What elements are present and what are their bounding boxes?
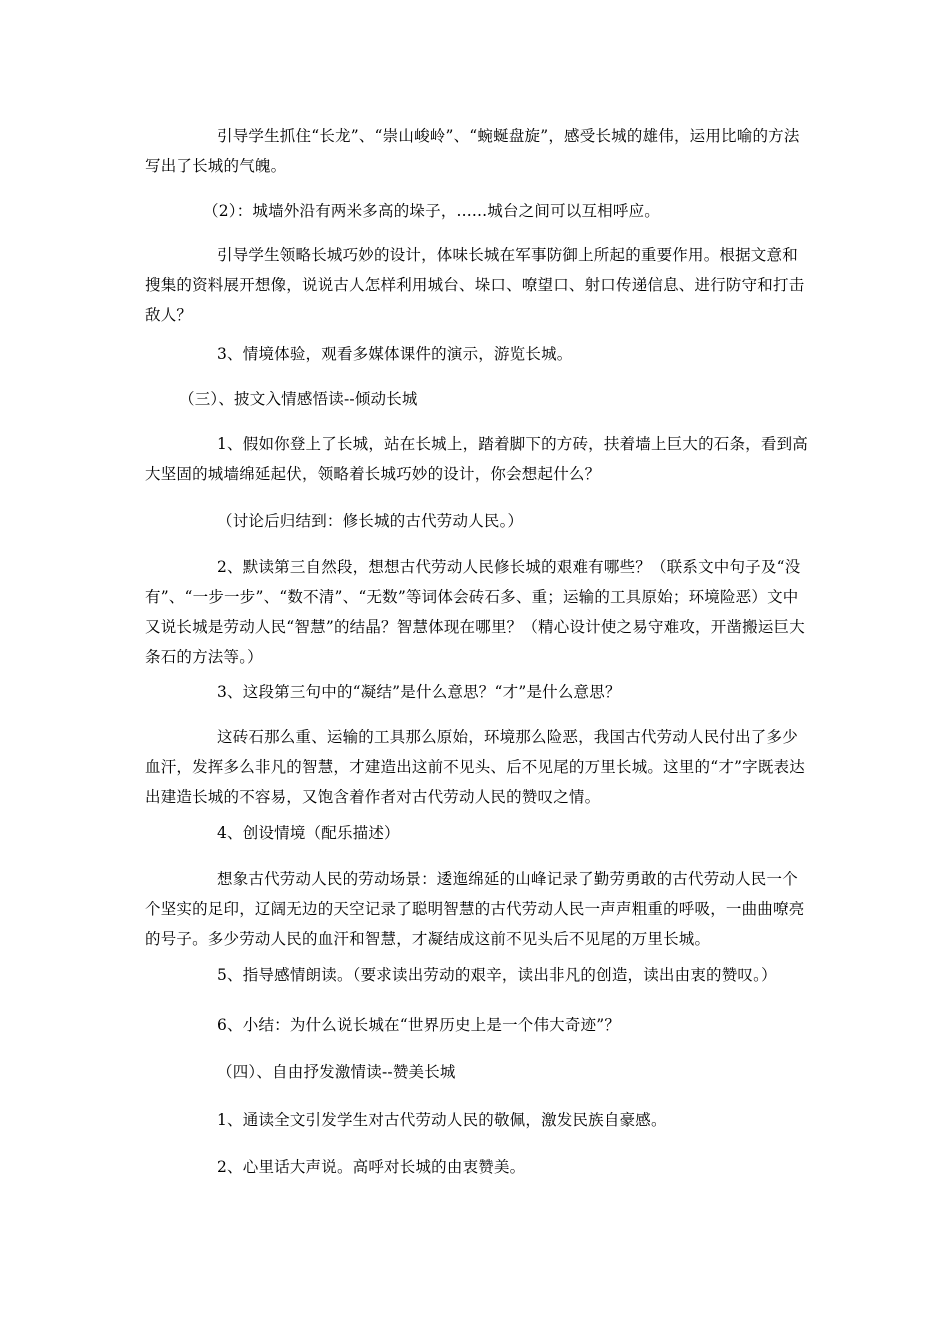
paragraph-1: 引导学生抓住“长龙”、“崇山峻岭”、“蜿蜒盘旋”，感受长城的雄伟，运用比喻的方法写出了长城的气魄。 bbox=[145, 127, 800, 175]
paragraph-9: 这砖石那么重、运输的工具那么原始，环境那么险恶，我国古代劳动人民付出了多少血汗，发挥多么非凡的智慧，才建造出这前不见头、后不见尾的万里长城。这里的“才”字既表达出建造长城的不容易，又饱含着作者对古代劳动人民的赞叹之情。 bbox=[145, 728, 805, 806]
section-heading-3: （三）、披文入情感悟读--倾动长城 bbox=[179, 390, 418, 408]
paragraph-4: 3、情境体验，观看多媒体课件的演示，游览长城。 bbox=[217, 345, 573, 363]
paragraph-12: 5、指导感情朗读。（要求读出劳动的艰辛，读出非凡的创造，读出由衷的赞叹。） bbox=[217, 966, 777, 984]
paragraph-3: 引导学生领略长城巧妙的设计，体味长城在军事防御上所起的重要作用。根据文意和搜集的资料展开想像，说说古人怎样利用城台、垛口、嘹望口、射口传递信息、进行防守和打击敌人？ bbox=[145, 246, 805, 324]
paragraph-6: （讨论后归结到：修长城的古代劳动人民。） bbox=[217, 512, 524, 530]
paragraph-11: 想象古代劳动人民的劳动场景：逶迤绵延的山峰记录了勤劳勇敢的古代劳动人民一个个坚实的足印，辽阔无边的天空记录了聪明智慧的古代劳动人民一声声粗重的呼吸，一曲曲嘹亮的号子。多少劳动人民的血汗和智慧，才凝结成这前不见头后不见尾的万里长城。 bbox=[145, 870, 805, 948]
paragraph-7: 2、默读第三自然段，想想古代劳动人民修长城的艰难有哪些？（联系文中句子及“没有”、“一步一步”、“数不清”、“无数”等词体会砖石多、重；运输的工具原始；环境险恶）文中又说长城是劳动人民“智慧”的结晶？智慧体现在哪里？（精心设计使之易守难攻，开凿搬运巨大条石的方法等。） bbox=[145, 558, 805, 666]
paragraph-14: 1、通读全文引发学生对古代劳动人民的敬佩，激发民族自豪感。 bbox=[217, 1111, 667, 1129]
paragraph-15: 2、心里话大声说。高呼对长城的由衷赞美。 bbox=[217, 1158, 526, 1176]
paragraph-5: 1、假如你登上了长城，站在长城上，踏着脚下的方砖，扶着墙上巨大的石条，看到高大坚固的城墙绵延起伏，领略着长城巧妙的设计，你会想起什么？ bbox=[145, 435, 808, 483]
paragraph-2: （2）：城墙外沿有两米多高的垛子，......城台之间可以互相呼应。 bbox=[203, 202, 660, 220]
paragraph-10: 4、创设情境（配乐描述） bbox=[217, 824, 400, 842]
paragraph-13: 6、小结：为什么说长城在“世界历史上是一个伟大奇迹”？ bbox=[217, 1016, 621, 1034]
section-heading-4: （四）、自由抒发激情读--赞美长城 bbox=[217, 1063, 456, 1081]
paragraph-8: 3、这段第三句中的“凝结”是什么意思？“才”是什么意思？ bbox=[217, 683, 621, 701]
